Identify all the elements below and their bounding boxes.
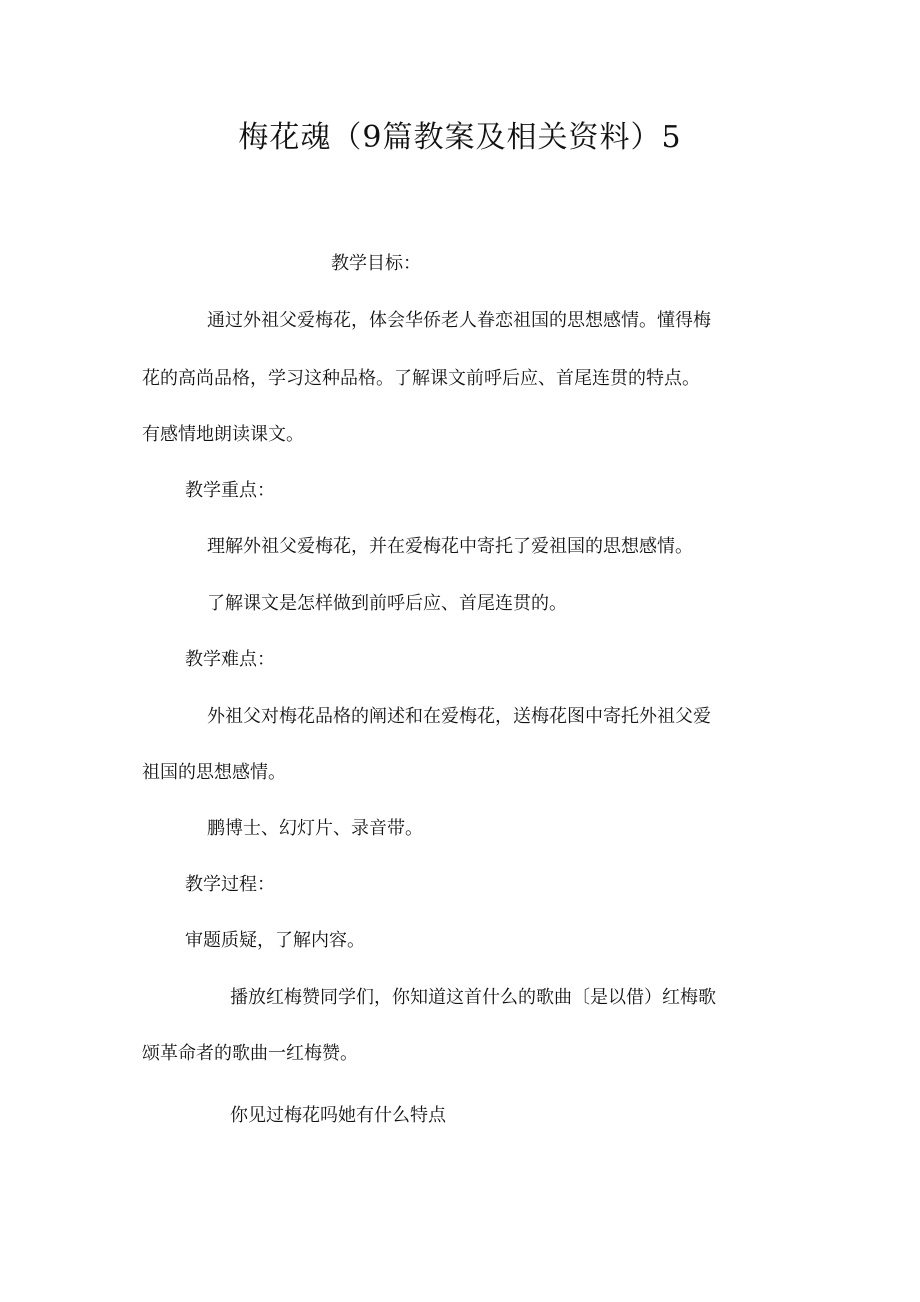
paragraph-line: 了解课文是怎样做到前呼后应、首尾连贯的。 xyxy=(207,593,567,614)
paragraph-line: 有感情地朗读课文。 xyxy=(142,424,304,445)
section-heading-key-points: 教学重点： xyxy=(185,480,275,501)
paragraph-line: 播放红梅赞同学们，你知道这首什么的歌曲〔是以借）红梅歌 xyxy=(230,987,716,1008)
paragraph-line: 花的高尚品格，学习这种品格。了解课文前呼后应、首尾连贯的特点。 xyxy=(142,368,700,389)
section-heading-difficulties: 教学难点： xyxy=(185,649,275,670)
paragraph-line: 祖国的思想感情。 xyxy=(142,762,286,783)
paragraph-line: 外祖父对梅花品格的阐述和在爱梅花，送梅花图中寄托外祖父爱 xyxy=(207,706,711,727)
document-title: 梅花魂（9篇教案及相关资料）5 xyxy=(238,120,682,155)
paragraph-line: 颂革命者的歌曲一红梅赞。 xyxy=(142,1043,358,1064)
paragraph-line: 通过外祖父爱梅花，体会华侨老人眷恋祖国的思想感情。懂得梅 xyxy=(207,310,711,331)
paragraph-line: 你见过梅花吗她有什么特点 xyxy=(230,1105,446,1126)
paragraph-line: 理解外祖父爱梅花，并在爱梅花中寄托了爱祖国的思想感情。 xyxy=(207,536,693,557)
section-heading-process: 教学过程： xyxy=(185,874,275,895)
paragraph-line: 审题质疑，了解内容。 xyxy=(185,930,365,951)
paragraph-line: 鹏博士、幻灯片、录音带。 xyxy=(207,818,423,839)
section-heading-teaching-goals: 教学目标： xyxy=(331,253,421,274)
